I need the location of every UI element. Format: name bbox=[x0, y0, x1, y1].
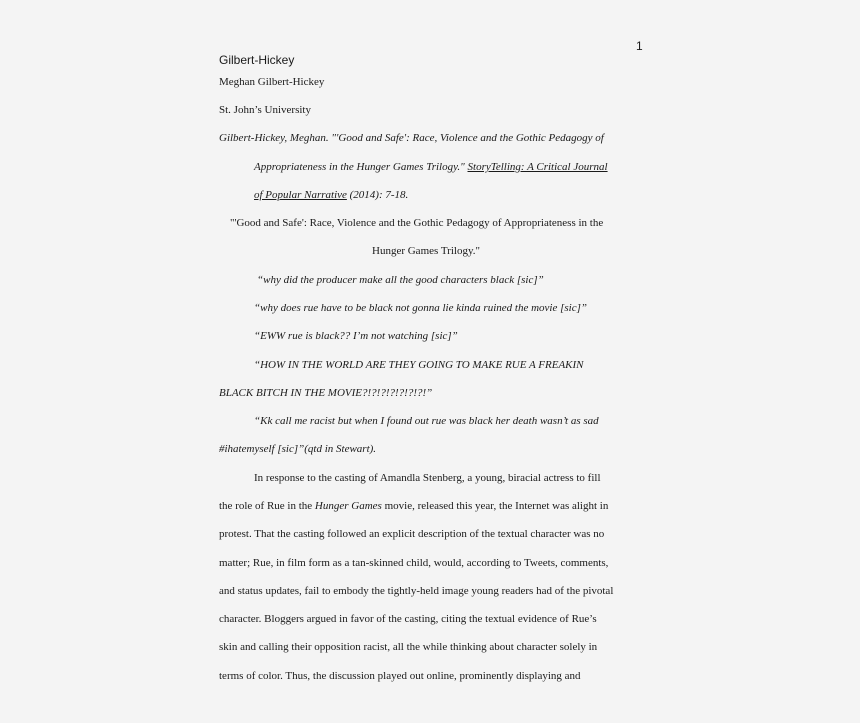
author-name: Meghan Gilbert-Hickey bbox=[219, 76, 325, 88]
citation-line-1: Gilbert-Hickey, Meghan. "'Good and Safe': Race, Violence and the Gothic Pedagogy of bbox=[219, 132, 604, 144]
citation-line-2 bbox=[254, 160, 608, 174]
citation-year-pages: (2014): 7-18. bbox=[349, 189, 409, 201]
quote-4-line-2: BLACK BITCH IN THE MOVIE?!?!?!?!?!?!?!” bbox=[219, 387, 433, 399]
running-head: Gilbert-Hickey bbox=[219, 53, 295, 67]
body-line-2 bbox=[219, 499, 608, 513]
page-number: 1 bbox=[636, 39, 643, 53]
body-line-4: matter; Rue, in film form as a tan-skinned child, would, according to Tweets, comments, bbox=[219, 557, 609, 569]
body-line-7: skin and calling their opposition racist, all the while thinking about character solely in bbox=[219, 641, 598, 653]
quote-3: “EWW rue is black?? I’m not watching [sic]” bbox=[254, 330, 458, 342]
affiliation: St. John’s University bbox=[219, 104, 311, 116]
paper-title-line-1: "'Good and Safe': Race, Violence and the Gothic Pedagogy of Appropriateness in the bbox=[230, 217, 604, 229]
citation-line-3 bbox=[254, 188, 408, 202]
body-line-3: protest. That the casting followed an explicit description of the textual character was no bbox=[219, 528, 605, 540]
quote-2: “why does rue have to be black not gonna lie kinda ruined the movie [sic]” bbox=[254, 302, 587, 314]
quote-1: “why did the producer make all the good characters black [sic]” bbox=[257, 274, 544, 286]
body-line-1: In response to the casting of Amandla Stenberg, a young, biracial actress to fill bbox=[254, 472, 601, 484]
citation-journal-title-cont: of Popular Narrative bbox=[254, 189, 347, 201]
quote-5-line-2: #ihatemyself [sic]”(qtd in Stewart). bbox=[219, 443, 377, 455]
body-line-2-film-title: Hunger Games bbox=[314, 500, 382, 512]
citation-journal-title: StoryTelling: A Critical Journal bbox=[467, 161, 608, 173]
body-line-8: terms of color. Thus, the discussion played out online, prominently displaying and bbox=[219, 670, 581, 682]
body-line-6: character. Bloggers argued in favor of the casting, citing the textual evidence of Rue’s bbox=[219, 613, 597, 625]
body-line-5: and status updates, fail to embody the tightly-held image young readers had of the pivotal bbox=[219, 585, 614, 597]
body-line-2-end: movie, released this year, the Internet was alight in bbox=[384, 500, 609, 512]
paper-title-line-2: Hunger Games Trilogy." bbox=[372, 245, 480, 257]
body-line-2-start: the role of Rue in the bbox=[219, 500, 313, 512]
quote-5-line-1: “Kk call me racist but when I found out rue was black her death wasn’t as sad bbox=[254, 415, 599, 427]
quote-4-line-1: “HOW IN THE WORLD ARE THEY GOING TO MAKE RUE A FREAKIN bbox=[254, 359, 584, 371]
citation-article-title: Appropriateness in the Hunger Games Trilogy." bbox=[254, 161, 465, 173]
